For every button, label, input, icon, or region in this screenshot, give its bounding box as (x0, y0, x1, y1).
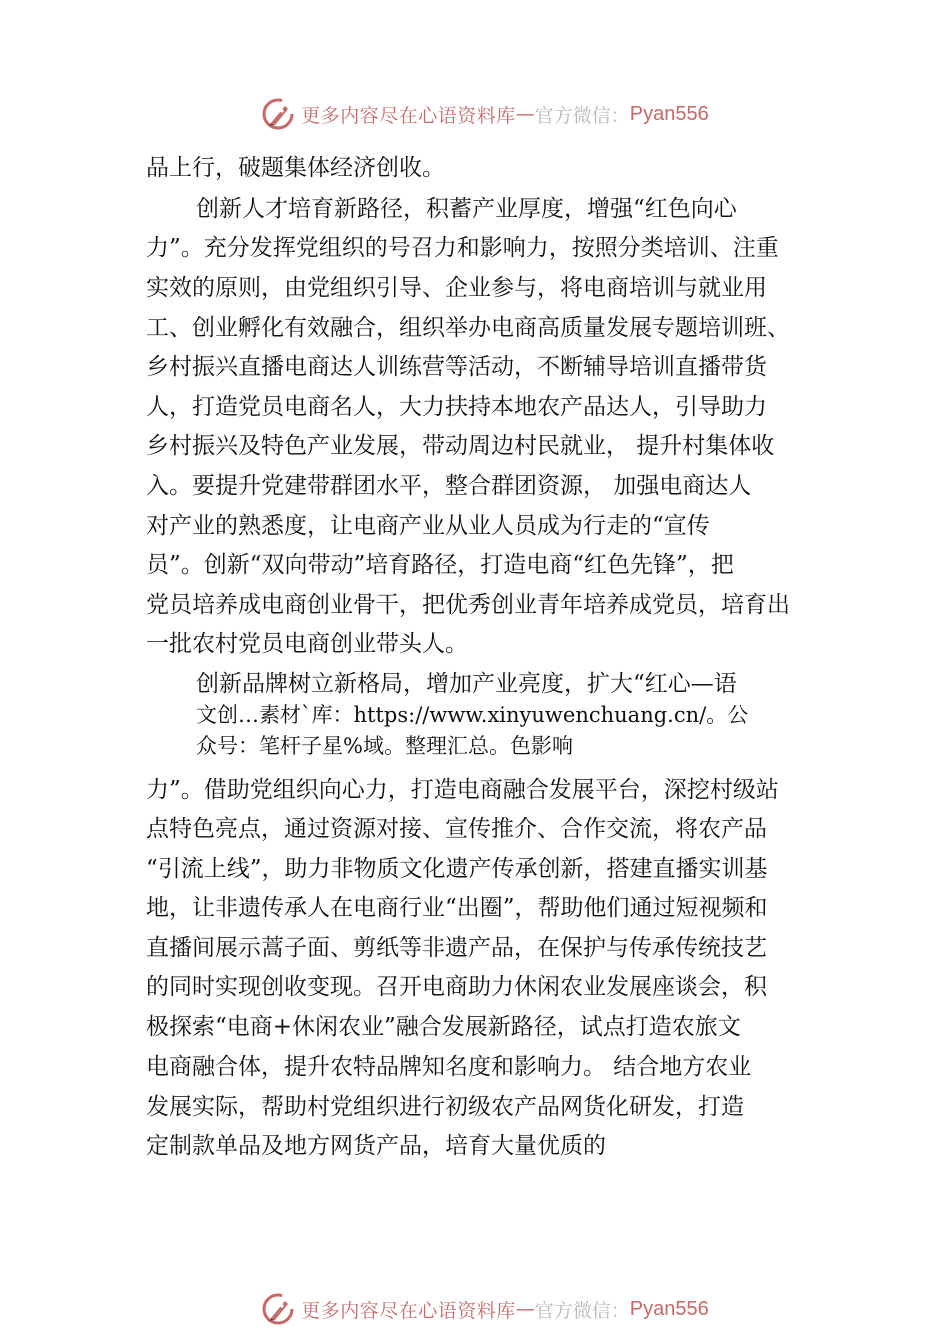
pen-nib-logo-icon (261, 97, 295, 131)
text-line: 乡村振兴及特色产业发展，带动周边村民就业， 提升村集体收 (146, 433, 775, 459)
header-wechat-id: Pyan556 (629, 102, 709, 125)
text-line: 文创…素材`库：https://www.xinyuwenchuang.cn/。公 (196, 703, 749, 727)
header-wechat-label: 官方微信： (534, 104, 630, 127)
text-line: 力”。充分发挥党组织的号召力和影响力，按照分类培训、注重 (146, 235, 779, 261)
footer-banner-inner (261, 1292, 709, 1326)
text-line: 极探索“电商+休闲农业”融合发展新路径，试点打造农旅文 (146, 1014, 741, 1040)
text-line: 众号：笔杆子星%域。整理汇总。色影响 (196, 734, 573, 758)
footer-wechat-label: 官方微信： (534, 1299, 630, 1322)
header-banner (0, 94, 950, 134)
text-line: 创新人才培育新路径，积蓄产业厚度，增强“红色向心 (196, 196, 737, 222)
text-line: 实效的原则，由党组织引导、企业参与，将电商培训与就业用 (146, 275, 767, 301)
footer-brand-text: 更多内容尽在心语资料库 (301, 1299, 516, 1322)
header-brand-text: 更多内容尽在心语资料库 (301, 104, 516, 127)
text-line: 创新品牌树立新格局，增加产业亮度，扩大“红心—语 (196, 671, 737, 697)
text-line: 工、创业孵化有效融合，组织举办电商高质量发展专题培训班、 (146, 315, 790, 341)
text-line: 电商融合体，提升农特品牌知名度和影响力。 结合地方农业 (146, 1054, 752, 1080)
text-line: “引流上线”，助力非物质文化遗产传承创新，搭建直播实训基 (146, 856, 768, 882)
text-line: 人，打造党员电商名人，大力扶持本地农产品达人，引导助力 (146, 394, 767, 420)
text-line: 品上行，破题集体经济创收。 (146, 155, 445, 181)
text-line: 一批农村党员电商创业带头人。 (146, 631, 468, 657)
header-banner-inner (261, 97, 709, 131)
footer-wechat-id: Pyan556 (629, 1297, 709, 1320)
text-line: 定制款单品及地方网货产品，培育大量优质的 (146, 1133, 606, 1159)
text-line: 党员培养成电商创业骨干，把优秀创业青年培养成党员，培育出 (146, 592, 790, 618)
text-line: 对产业的熟悉度，让电商产业从业人员成为行走的“宣传 (146, 513, 710, 539)
text-line: 直播间展示蒿子面、剪纸等非遗产品，在保护与传承传统技艺 (146, 935, 767, 961)
text-line: 乡村振兴直播电商达人训练营等活动，不断辅导培训直播带货 (146, 354, 767, 380)
footer-separator: — (515, 1298, 535, 1320)
text-line: 力”。借助党组织向心力，打造电商融合发展平台，深挖村级站 (146, 777, 779, 803)
pen-nib-logo-icon (261, 1292, 295, 1326)
text-line: 地，让非遗传承人在电商行业“出圈”，帮助他们通过短视频和 (146, 895, 768, 921)
text-line: 入。要提升党建带群团水平，整合群团资源， 加强电商达人 (146, 473, 752, 499)
text-line: 发展实际，帮助村党组织进行初级农产品网货化研发，打造 (146, 1094, 744, 1120)
text-line: 点特色亮点，通过资源对接、宣传推介、合作交流，将农产品 (146, 816, 767, 842)
footer-banner (0, 1289, 950, 1329)
header-separator: — (515, 103, 535, 125)
text-line: 的同时实现创收变现。召开电商助力休闲农业发展座谈会，积 (146, 974, 767, 1000)
text-line: 员”。创新“双向带动”培育路径，打造电商“红色先锋”，把 (146, 552, 734, 578)
